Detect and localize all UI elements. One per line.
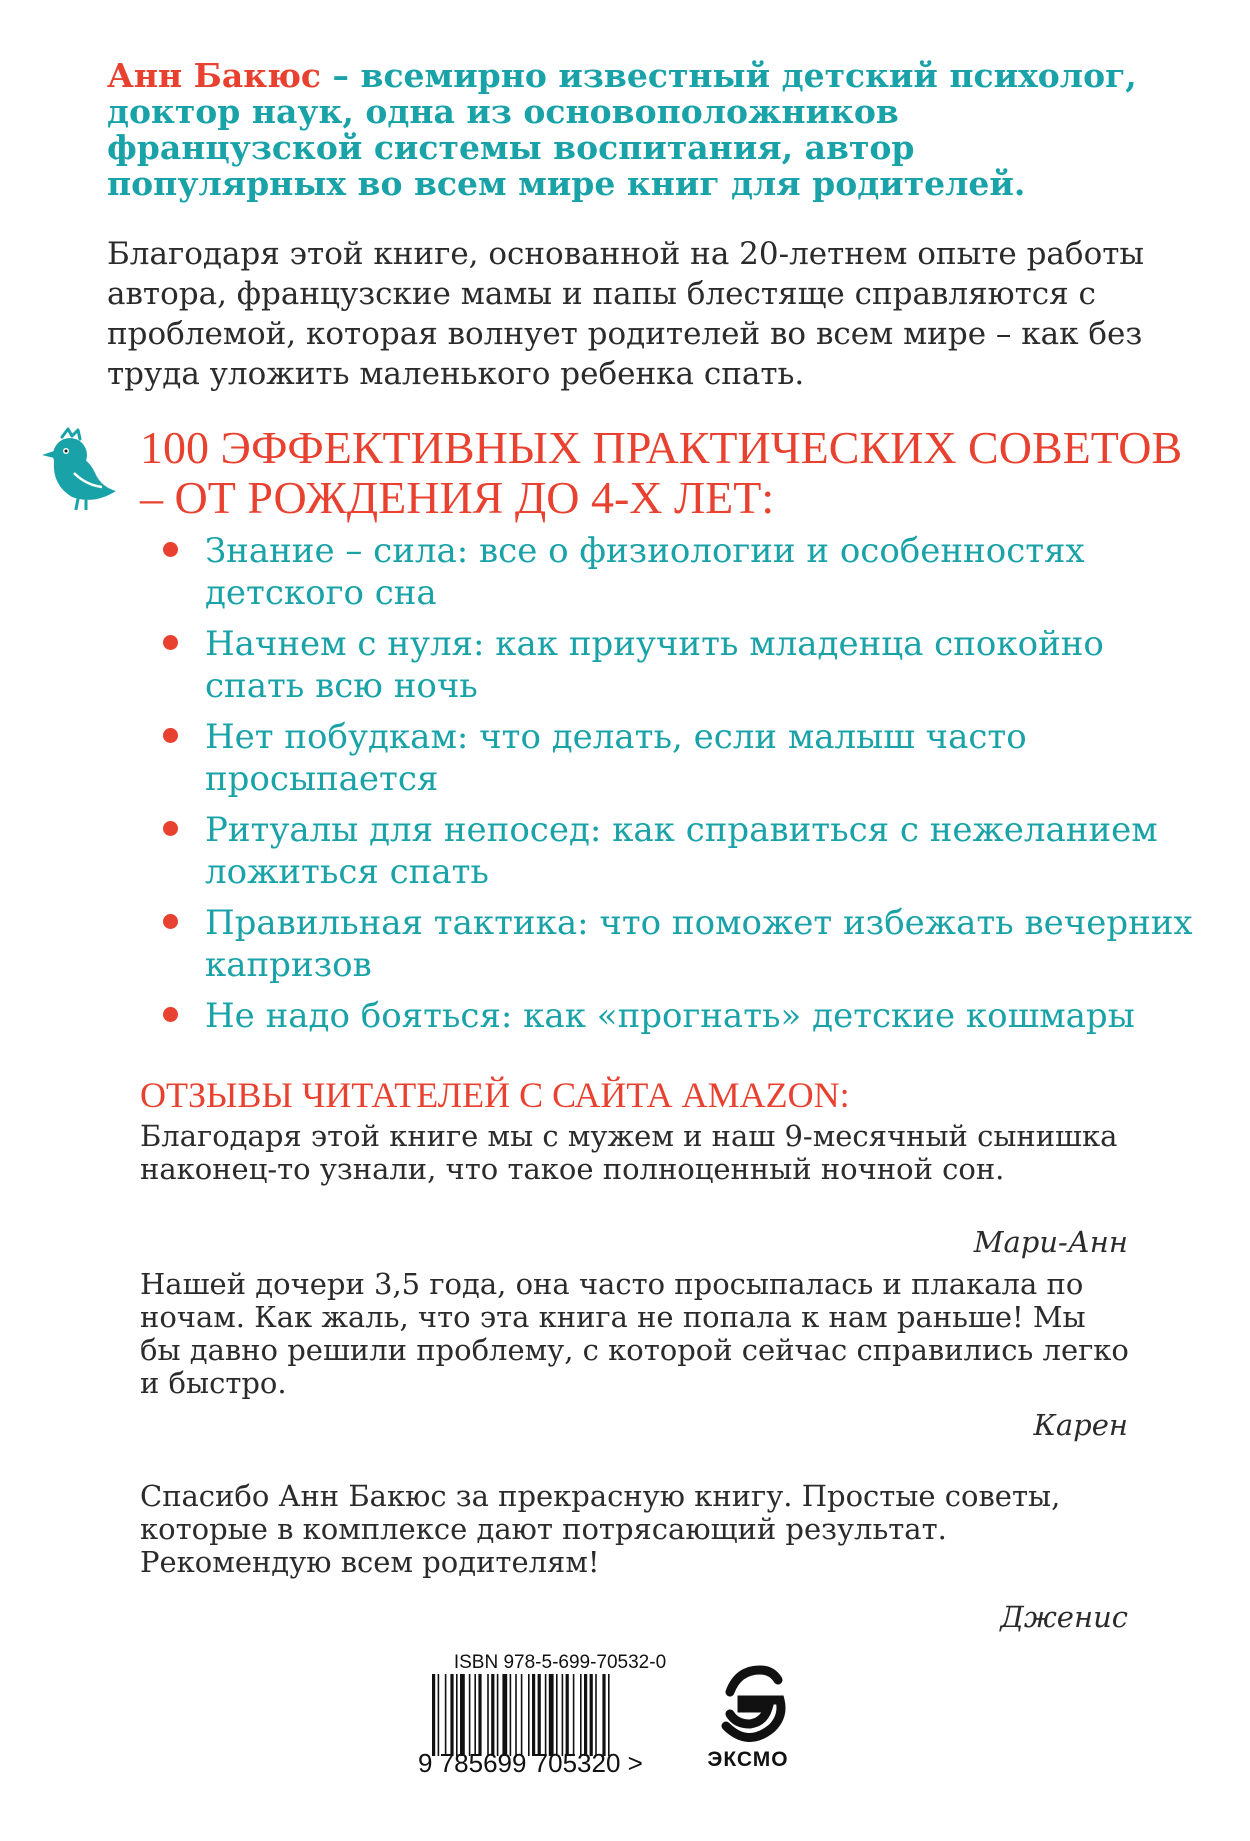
isbn-label: ISBN 978-5-699-70532-0 [453,1652,667,1673]
intro-text: – всемирно известный детский психолог, доктор наук, одна из основоположников французской системы воспитания, автор популярных во всем мире книг для родителей. [107,56,1137,203]
bullet-icon [163,914,178,929]
list-item [155,902,1205,986]
list-item [155,809,1205,893]
list-item [155,530,1205,614]
reviews-heading: ОТЗЫВЫ ЧИТАТЕЛЕЙ С САЙТА AMAZON: [140,1075,850,1115]
review-author: Дженис [1000,1600,1128,1634]
eksmo-logo [708,1656,788,1756]
bullet-icon [163,821,178,836]
book-description: Благодаря этой книге, основанной на 20-летнем опыте работы автора, французские мамы и папы блестяще справляются с проблемой, которая волнует родителей во всем мире – как без труда уложить маленького ребенка спать. [107,236,1145,392]
bird-icon [40,425,125,510]
author-name: Анн Бакюс [107,56,322,95]
tips-heading: 100 ЭФФЕКТИВНЫХ ПРАКТИЧЕСКИХ СОВЕТОВ – ОТ РОЖДЕНИЯ ДО 4-Х ЛЕТ: [140,422,1183,523]
tip-text: Нет побудкам: что делать, если малыш часто просыпается [205,717,1027,799]
review-author: Мари-Анн [973,1225,1128,1259]
tip-text: Правильная тактика: что поможет избежать вечерних капризов [205,903,1193,985]
barcode-digits: 9 785699 705320 > [418,1748,643,1778]
tip-text: Ритуалы для непосед: как справиться с нежеланием ложиться спать [205,810,1158,892]
tip-text: Не надо бояться: как «прогнать» детские кошмары [205,996,1135,1036]
bullet-icon [163,728,178,743]
list-item [155,623,1205,707]
review-text: Нашей дочери 3,5 года, она часто просыпалась и плакала по ночам. Как жаль, что эта книга не попала к нам раньше! Мы бы давно решили проблему, с которой сейчас справились легко и быстро. [140,1267,1129,1400]
intro-paragraph [107,58,1147,202]
list-item [155,995,1205,1037]
tip-text: Начнем с нуля: как приучить младенца спокойно спать всю ночь [205,624,1104,706]
publisher-name: ЭКСМО [707,1748,789,1771]
review-text: Благодаря этой книге мы с мужем и наш 9-месячный сынишка наконец-то узнали, что такое полноценный ночной сон. [140,1119,1118,1186]
list-item [155,716,1205,800]
bullet-icon [163,1007,178,1022]
tip-text: Знание – сила: все о физиологии и особенностях детского сна [205,531,1085,613]
bullet-icon [163,635,178,650]
tips-list [155,530,1205,1046]
bullet-icon [163,542,178,557]
barcode [432,1674,664,1756]
review-text: Спасибо Анн Бакюс за прекрасную книгу. Простые советы, которые в комплексе дают потрясающий результат. Рекомендую всем родителям! [140,1479,1061,1579]
review-author: Карен [1033,1408,1128,1442]
